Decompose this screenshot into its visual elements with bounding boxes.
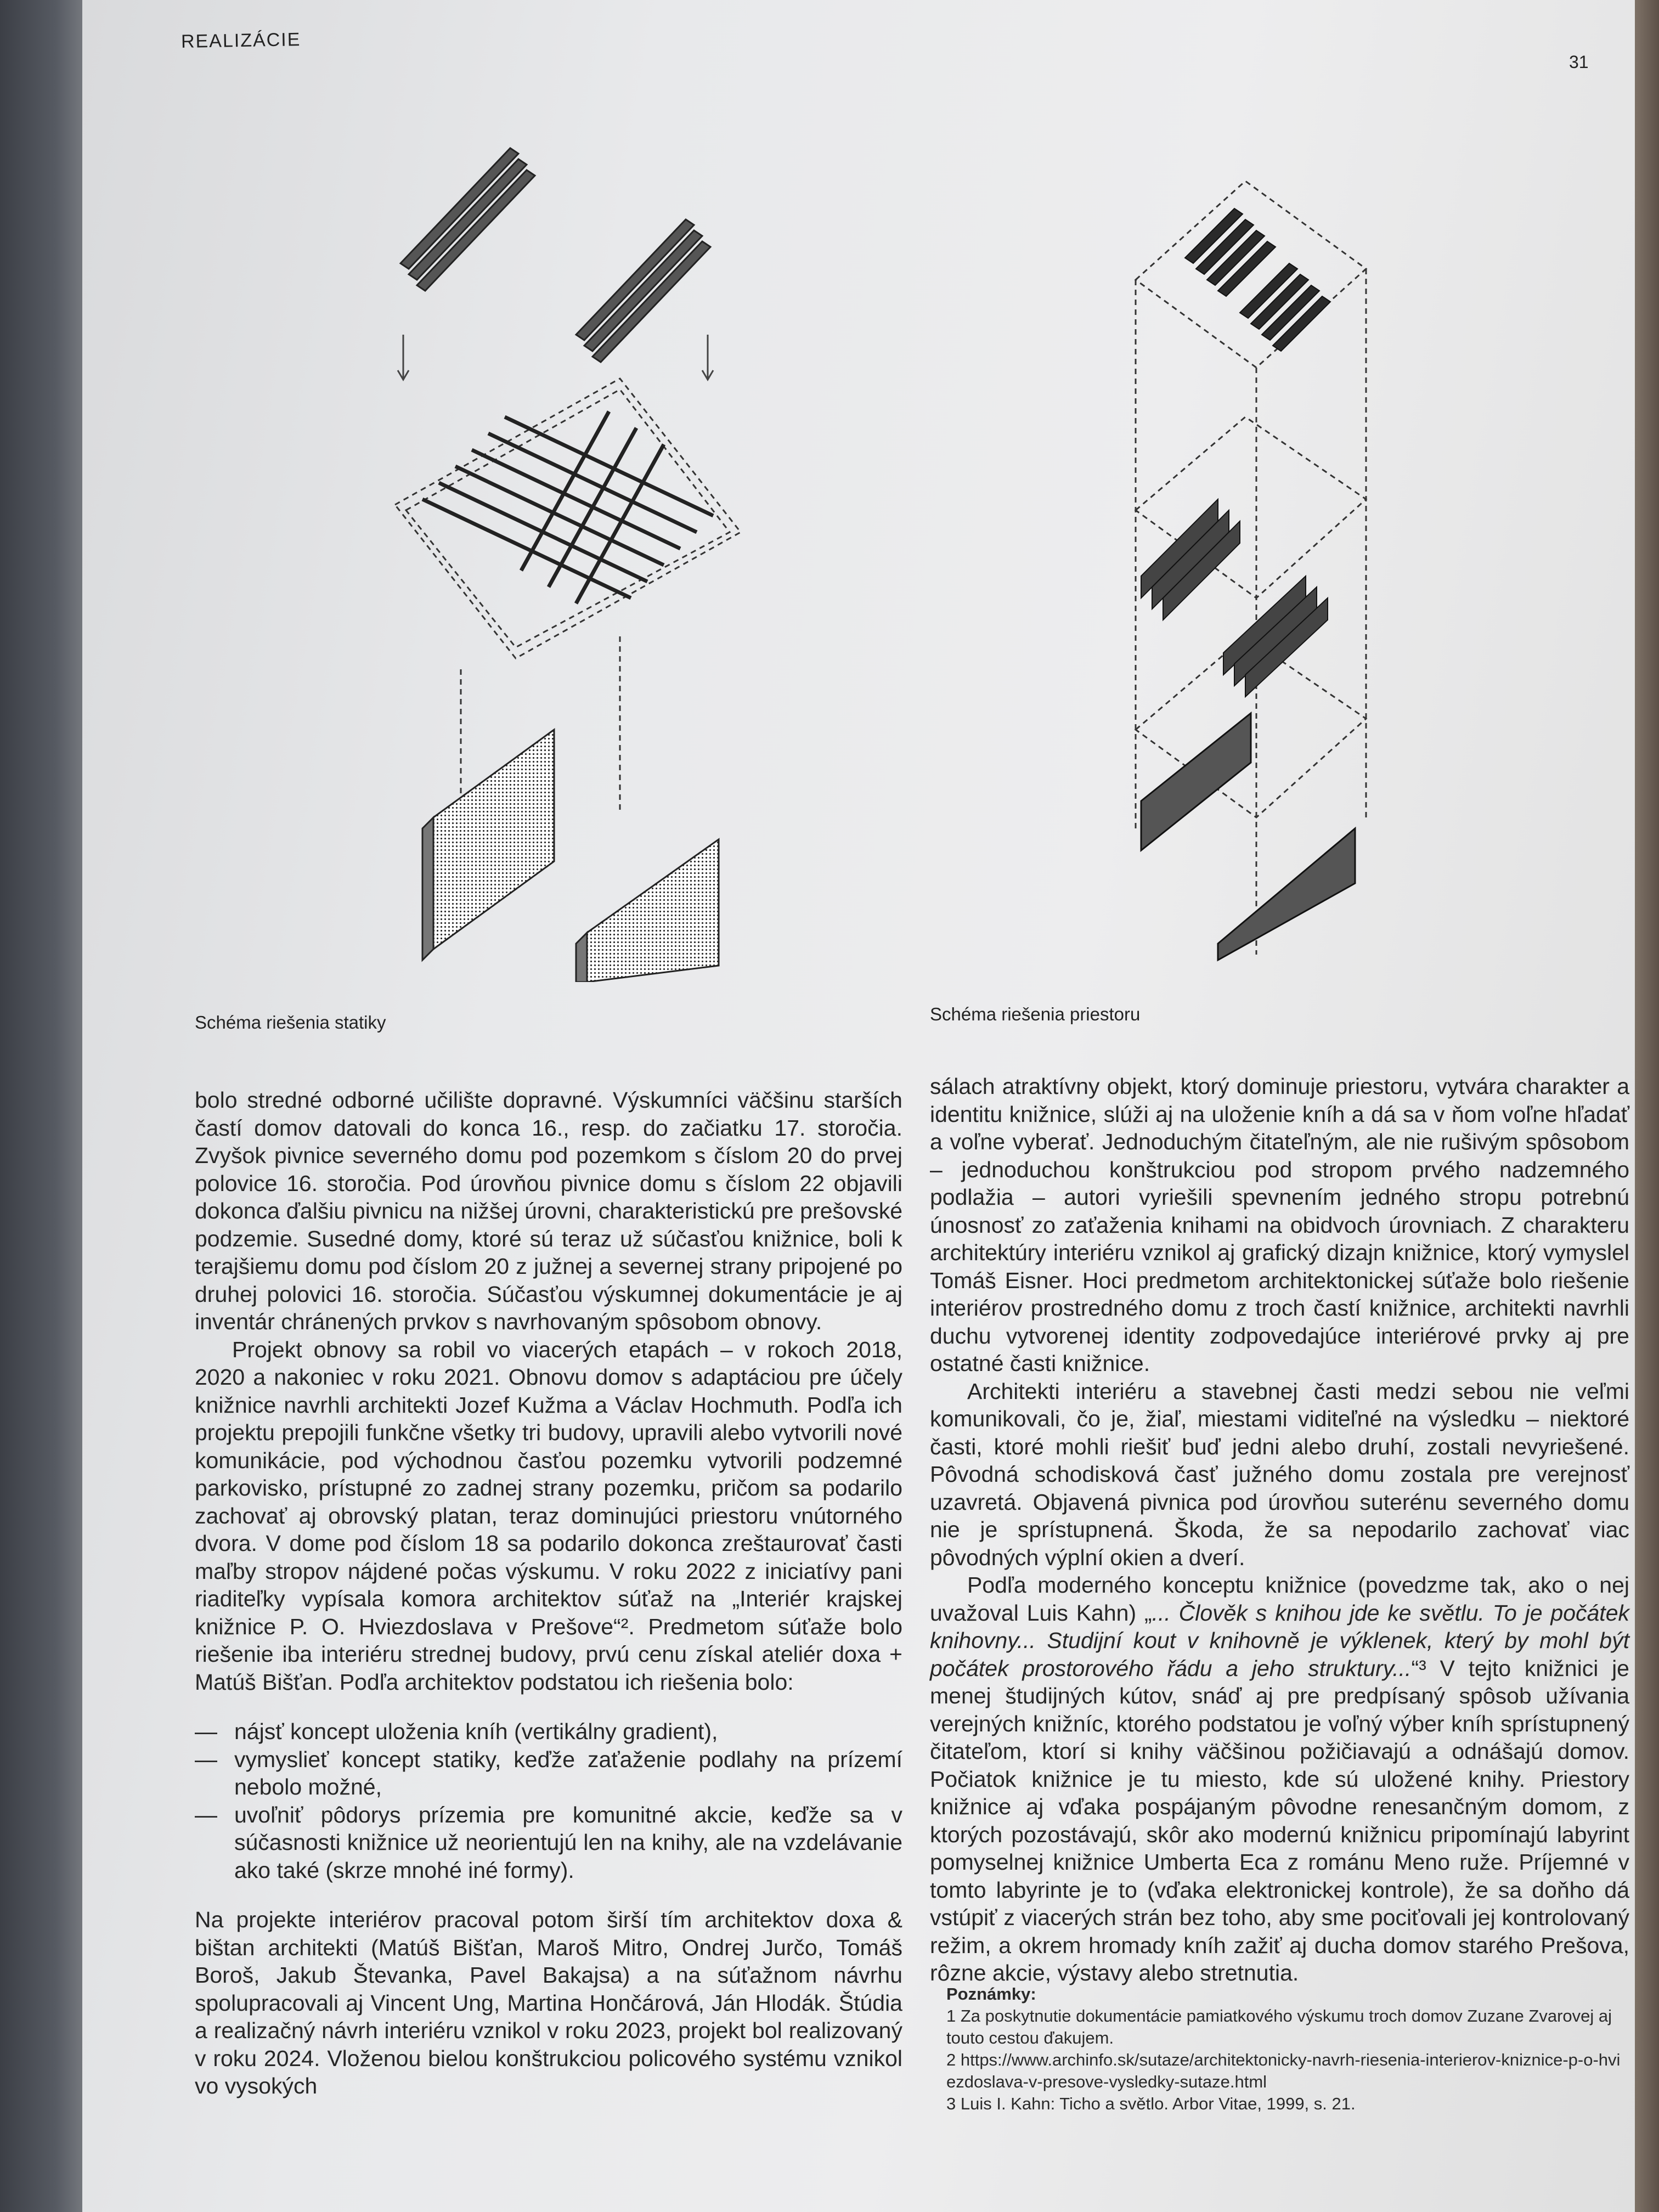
- note-item: 1 Za poskytnutie dokumentácie pamiatkového výskumu troch domov Zuzane Zvarovej aj touto cestou ďakujem.: [946, 2006, 1612, 2047]
- bottom-walls: [422, 730, 719, 982]
- right-figure-caption: Schéma riešenia priestoru: [930, 1004, 1141, 1024]
- text-run: “³ V tejto knižnici je menej študijných kútov, snáď aj pre predpísaný spôsob užívania verejných knižníc, ktorého podstatou je voľný výber kníh sprístupnený čitateľom, ktorí si knihy väčšinou požičiavajú a odnášajú domov. Počiatok knižnice je tu miesto, kde sú uložené knihy. Priestory knižnice aj vďaka pospájaným pôvodne renesančným domom, z ktorých pozostávajú, skôr ako modernú knižnicu pripomínajú labyrint pomyselnej knižnice Umberta Eca z románu Meno ruže. Príjemné v tomto labyrinte je to (vďaka elektronickej kontrole), že sa doňho dá vstúpiť z viacerých strán bez toho, aby sme pociťovali jej kontrolovaný režim, a okrem hromady kníh zažiť aj ducha domov starého Prešova, rôzne akcie, výstavy alebo stretnutia.: [930, 1655, 1629, 1985]
- top-beams: [400, 148, 710, 362]
- dash: —: [195, 1746, 217, 1772]
- notes-title: Poznámky:: [946, 1984, 1036, 2004]
- page-number: 31: [1569, 52, 1589, 72]
- middle-shelves: [1141, 499, 1328, 697]
- paragraph: Architekti interiéru a stavebnej časti medzi sebou nie veľmi komunikovali, čo je, žiaľ, miestami viditeľné na výsledku – niektoré časti, ktoré mohli riešiť buď jedni alebo druhí, zostali nevyriešené. Pôvodná schodisková časť južného domu zostala pre verejnosť uzavretá. Objavená pivnica pod úrovňou suterénu severného domu nie je sprístupnená. Škoda, že sa nepodarilo zachovať viac pôvodných výplní okien a dverí.: [930, 1378, 1629, 1570]
- text-run: Podľa moderného konceptu knižnice (povedzme tak, ako o nej uvažoval Luis Kahn) „: [930, 1572, 1629, 1626]
- bullet-text: nájsť koncept uloženia kníh (vertikálny gradient),: [234, 1719, 718, 1744]
- bullet-item: [195, 1746, 902, 1801]
- beam-grid: [395, 379, 741, 850]
- right-text-column: [930, 1073, 1629, 1987]
- bottom-spaces: [1141, 713, 1355, 960]
- left-text-column: [195, 1086, 902, 2100]
- paragraph: Na projekte interiérov pracoval potom širší tím architektov doxa & bištan architekti (Matúš Bišťan, Maroš Mitro, Ondrej Jurčo, Tomáš Boroš, Jakub Števanka, Pavel Bakajsa) a na súťažnom návrhu spolupracovali aj Vincent Ung, Martina Hončárová, Ján Hlodák. Štúdia a realizačný návrh interiéru vznikol v roku 2023, projekt bol realizovaný v roku 2024. Vloženou bielou konštrukciou policového systému vznikol vo vysokých: [195, 1907, 902, 2098]
- bullet-list: [195, 1718, 902, 1884]
- note-item: 2 https://www.archinfo.sk/sutaze/architektonicky-navrh-riesenia-interierov-kniznice-p-o-hviezdoslava-v-presove-vysledky-sutaze.html: [946, 2050, 1621, 2091]
- bullet-item: [195, 1718, 902, 1746]
- space-scheme-figure: [1125, 170, 1498, 966]
- paragraph: sálach atraktívny objekt, ktorý dominuje priestoru, vytvára charakter a identitu knižnice, slúži aj na uloženie kníh a dá sa v ňom voľne hľadať a voľne vyberať. Jednoduchým čitateľným, ale nie rušivým spôsobom – jednoduchou konštrukciou pod stropom prvého nadzemného podlažia – autori vyriešili spevnením jedného stropu potrebnú únosnosť zo zaťaženia knihami na obidvoch úrovniach. Z charakteru architektúry interiéru vznikol aj grafický dizajn knižnice, ktorý vymyslel Tomáš Eisner. Hoci predmetom architektonickej súťaže bolo riešenie interiérov prostredného domu z troch častí knižnice, architekti navrhli duchu vytvorenej identity zodpovedajúce interiérové prvky aj pre ostatné časti knižnice.: [930, 1074, 1629, 1376]
- quote-italic: ... Člověk s knihou jde ke světlu. To je počátek knihovny... Studijní kout v knihovně je výklenek, který by mohl být počátek prostorového řádu a jeho struktury...: [930, 1600, 1629, 1681]
- note-item: 3 Luis I. Kahn: Ticho a světlo. Arbor Vitae, 1999, s. 21.: [946, 2094, 1356, 2113]
- left-figure-caption: Schéma riešenia statiky: [195, 1012, 386, 1032]
- structural-scheme-figure: [390, 126, 774, 982]
- bullet-item: [195, 1801, 902, 1884]
- dash: —: [195, 1719, 217, 1744]
- book-page: [82, 0, 1635, 2212]
- bullet-text: uvoľniť pôdorys prízemia pre komunitné akcie, keďže sa v súčasnosti knižnice už neorientujú len na knihy, ale na vzdelávanie ako také (skrze mnohé iné formy).: [234, 1802, 902, 1883]
- dash: —: [195, 1802, 217, 1827]
- paragraph: bolo stredné odborné učilište dopravné. Výskumníci väčšinu starších častí domov datovali do konca 16., resp. do začiatku 17. storočia. Zvyšok pivnice severného domu pod pozemkom s číslom 20 do prvej polovice 16. storočia. Pod úrovňou pivnice domu s číslom 22 objavili dokonca ďalšiu pivnicu na nižšej úrovni, charakteristickú pre prešovské podzemie. Susedné domy, ktoré sú teraz už súčasťou knižnice, boli k terajšiemu domu pod číslom 20 z južnej a severnej strany pripojené po druhej polovici 16. storočia. Súčasťou výskumnej dokumentácie je aj inventár chránených prvkov s navrhovaným spôsobom obnovy.: [195, 1087, 902, 1334]
- paragraph: [930, 1571, 1629, 1987]
- bullet-text: vymyslieť koncept statiky, keďže zaťaženie podlahy na prízemí nebolo možné,: [234, 1746, 902, 1799]
- footnotes: [946, 1983, 1621, 2115]
- top-shelves: [1185, 208, 1330, 351]
- running-head: REALIZÁCIE: [180, 29, 301, 52]
- paragraph: Projekt obnovy sa robil vo viacerých etapách – v rokoch 2018, 2020 a nakoniec v roku 2021. Obnovu domov s adaptáciou pre účely knižnice navrhli architekti Jozef Kužma a Václav Hochmuth. Podľa ich projektu prepojili funkčne všetky tri budovy, upravili alebo vytvorili nové komunikácie, pod východnou časťou pozemku vytvorili podzemné parkovisko, prístupné zo zadnej strany pozemku, pričom sa podarilo zachovať aj obrovský platan, teraz dominujúci priestoru vnútorného dvora. V dome pod číslom 18 sa podarilo dokonca zreštaurovať časti maľby stropov nájdené počas výskumu. V roku 2022 z iniciatívy pani riaditeľky vypísala komora architektov súťaž na „Interiér krajskej knižnice P. O. Hviezdoslava v Prešove“². Predmetom súťaže bolo riešenie iba interiéru strednej budovy, prvú cenu získal ateliér doxa + Matúš Bišťan. Podľa architektov podstatou ich riešenia bolo:: [195, 1336, 902, 1695]
